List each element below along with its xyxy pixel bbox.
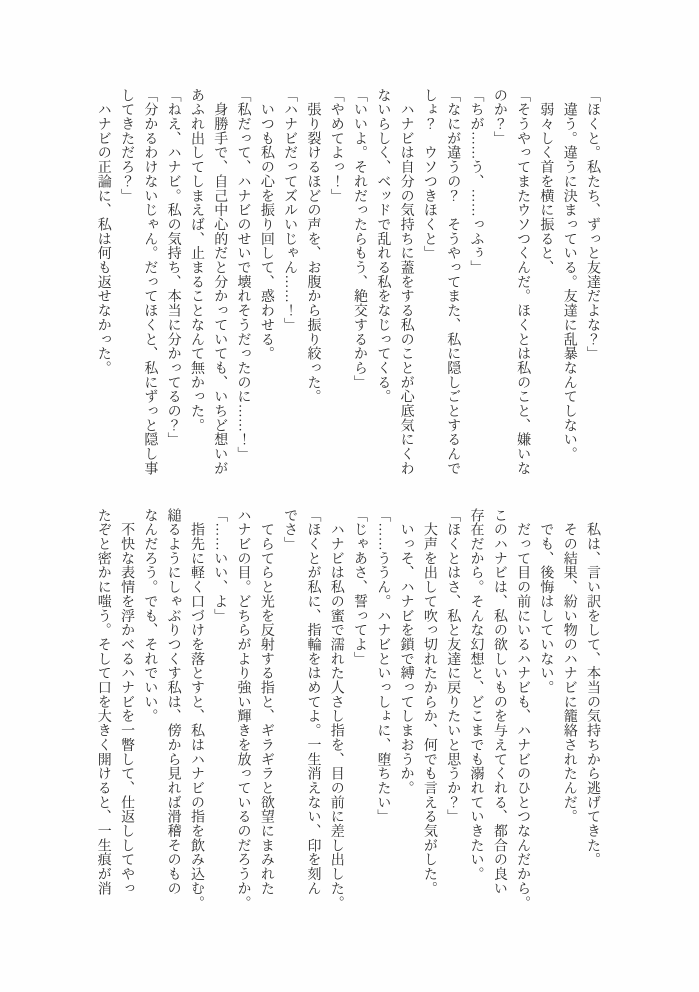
- text-column: のか？」: [491, 88, 507, 146]
- text-column: 張り裂けるほどの声を、お腹から振り絞った。: [305, 88, 321, 404]
- text-column: てらてらと光を反射する指と、ギラギラと欲望にまみれた: [258, 508, 274, 896]
- text-column: だって目の前にいるハナビも、ハナビのひとつなんだから。: [515, 508, 531, 910]
- text-column: 存在だから。そんな幻想と、どこまでも溺れていきたい。: [468, 508, 484, 882]
- text-column: ハナビの正論に、私は何も返せなかった。: [95, 88, 111, 375]
- text-column: ないらしく、ベッドで乱れる私をなじってくる。: [375, 88, 391, 404]
- text-column: してきただろ？」: [119, 88, 135, 203]
- text-column: なんだろう。でも、それでいい。: [142, 508, 158, 724]
- text-column: 「ちが……う、……っふぅ」: [468, 88, 484, 275]
- text-column: ハナビの目。どちらがより強い輝きを放っているのだろうか。: [235, 508, 251, 910]
- text-column: しょ？ ウソつきほくと」: [421, 88, 437, 261]
- text-column: 「なにが違うの？ そうやってまた、私に隠しごとするんで: [445, 88, 461, 476]
- novel-text-block-upper: [91, 88, 604, 475]
- text-column: いっそ、ハナビを鎖で縛ってしまおうか。: [398, 508, 414, 795]
- text-column: 「私だって、ハナビのせいで壊れそうだったのに……！」: [235, 88, 251, 462]
- text-column: 不快な表情を浮かべるハナビを一瞥して、仕返ししてやっ: [119, 508, 135, 896]
- text-column: でさ」: [282, 508, 298, 552]
- text-column: たぞと密かに嗤う。そして口を大きく開けると、一生痕が消: [95, 508, 111, 896]
- text-column: 「……いい、よ」: [212, 508, 228, 623]
- text-column: 「ハナビだってズルいじゃん……！」: [282, 88, 298, 332]
- text-column: 弱々しく首を横に振ると、: [538, 88, 554, 275]
- text-column: 私は、言い訳をして、本当の気持ちから逃げてきた。: [585, 508, 600, 867]
- text-column: 「ほくと。私たち、ずっと友達だよな？」: [585, 88, 600, 361]
- text-column: 大声を出して吹っ切れたからか、何でも言える気がした。: [421, 508, 437, 896]
- text-column: いつも私の心を振り回して、惑わせる。: [258, 88, 274, 361]
- text-column: 縋るようにしゃぶりつくす私は、傍から見れば滑稽そのもの: [165, 508, 181, 896]
- text-column: このハナビは、私の欲しいものを与えてくれる、都合の良い: [491, 508, 507, 896]
- text-column: 指先に軽く口づけを落とすと、私はハナビの指を飲み込む。: [188, 508, 204, 910]
- text-column: ハナビは私の蜜で濡れた人さし指を、目の前に差し出した。: [328, 508, 344, 910]
- text-column: あふれ出してしまえば、止まることなんて無かった。: [188, 88, 204, 433]
- text-column: 「じゃあさ、誓ってよ」: [352, 508, 368, 666]
- text-column: 「やめてよっ！」: [328, 88, 344, 203]
- text-column: 「いいよ。それだったらもう、絶交するから」: [352, 88, 368, 390]
- text-column: その結果、紛い物のハナビに籠絡されたんだ。: [561, 508, 577, 824]
- text-column: 「そうやってまたウソつくんだ。ほくとは私のこと、嫌いな: [515, 88, 531, 476]
- text-column: 身勝手で、自己中心的だと分かっていても、いちど想いが: [212, 88, 228, 476]
- text-column: 「分かるわけないじゃん。だってほくと、私にずっと隠し事: [142, 88, 158, 476]
- text-column: 「ほくとが私に、指輪をはめてよ。一生消えない、印を刻ん: [305, 508, 321, 896]
- text-column: ハナビは自分の気持ちに蓋をする私のことが心底気にくわ: [398, 88, 414, 476]
- text-column: 「……ううん。ハナビといっしょに、堕ちたい」: [375, 508, 391, 824]
- novel-text-block-lower: [91, 508, 604, 910]
- text-column: 「ほくとはさ、私と友達に戻りたいと思うか？」: [445, 508, 461, 824]
- text-column: 「ねえ、ハナビ。私の気持ち、本当に分かってるの？」: [165, 88, 181, 447]
- text-column: でも、後悔はしていない。: [538, 508, 554, 695]
- text-column: 違う。違うに決まっている。友達に乱暴なんてしない。: [561, 88, 577, 462]
